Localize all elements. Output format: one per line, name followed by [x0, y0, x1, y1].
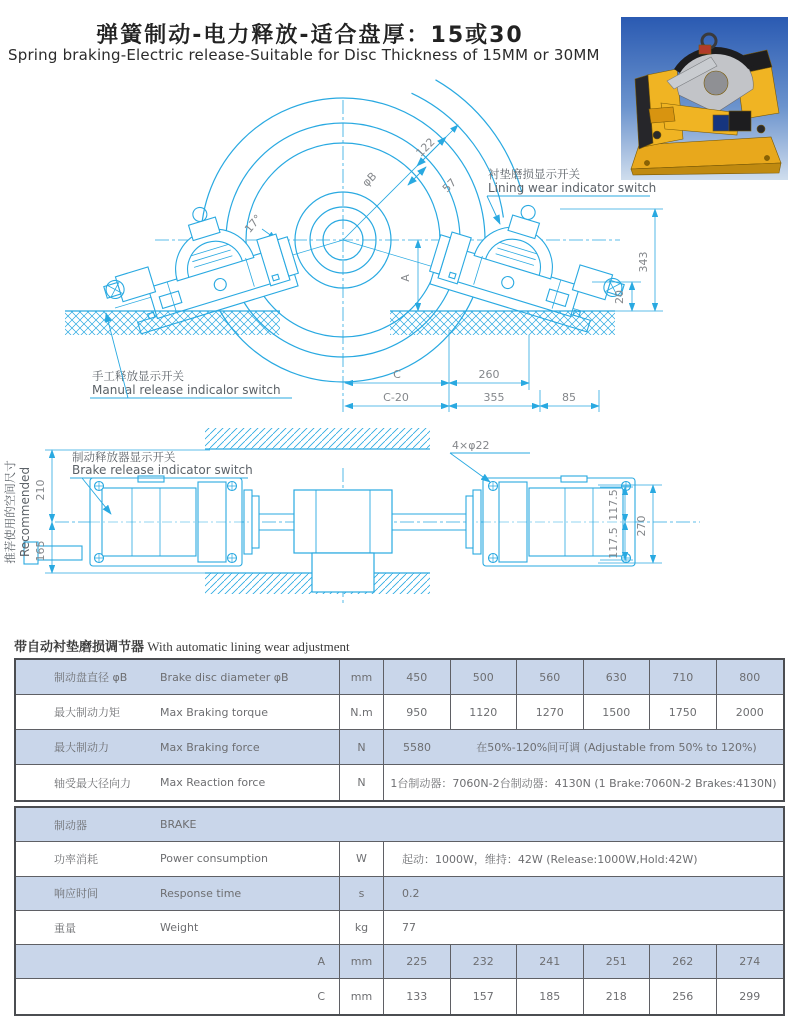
spec-value: 710 [650, 660, 717, 695]
dim-C-20: C-20 [383, 391, 409, 404]
dim-value: 225 [384, 945, 451, 979]
brake-table [14, 806, 785, 1016]
spec-value: 630 [584, 660, 651, 695]
spec-unit: N [340, 765, 384, 800]
dim-260: 260 [478, 368, 500, 381]
radial-dimensions [343, 125, 459, 240]
dim-value: 251 [584, 945, 651, 979]
spec-value: 1120 [451, 695, 518, 730]
brake-unit: W [340, 842, 384, 876]
label-zh: 重量 [54, 921, 76, 935]
dim-value: 241 [517, 945, 584, 979]
label-zh: 最大制动力矩 [54, 706, 120, 719]
dim-122: 122 [413, 135, 438, 160]
dim-value: 218 [584, 979, 651, 1013]
dim-270: 270 [635, 515, 648, 537]
dim-value: 232 [451, 945, 518, 979]
recommended-label-en: Recommended [18, 466, 32, 558]
dim-unit: mm [340, 945, 384, 979]
dim-165: 165 [34, 540, 47, 562]
lining-wear-label-zh: 衬垫磨损显示开关 [488, 167, 580, 181]
dim-57: 57 [439, 175, 460, 196]
dim-210: 210 [34, 479, 47, 501]
spec-value: 950 [384, 695, 451, 730]
brake-row-label [16, 842, 340, 876]
dim-value: 274 [717, 945, 784, 979]
label-en: Max Braking force [160, 740, 260, 754]
spec-unit: mm [340, 660, 384, 695]
dim-row-label: A [16, 945, 340, 979]
dim-value: 262 [650, 945, 717, 979]
dim-20: 20 [613, 290, 626, 304]
recommended-label-zh: 推荐使用的空间尺寸 [3, 460, 17, 564]
manual-release-label-zh: 手工释放显示开关 [92, 369, 184, 383]
left-brake-top-view [90, 476, 259, 566]
label-en: Response time [160, 886, 242, 900]
brake-row-label [16, 911, 340, 945]
dim-355: 355 [483, 391, 505, 404]
dim-value: 299 [739, 990, 761, 1004]
bolt-holes-callout [450, 439, 530, 482]
spec-table [14, 658, 785, 802]
spec-row-label [16, 730, 340, 765]
lining-wear-label-en: Lining wear indicator switch [488, 181, 657, 195]
spec-value: 2000 [717, 695, 784, 730]
dim-117-lower: 117.5 [607, 527, 620, 559]
brake-table-header [16, 808, 783, 842]
dim-value: 256 [650, 979, 717, 1013]
label-en: Power consumption [160, 852, 268, 866]
dim-A: A [399, 274, 412, 282]
brake-value: 0.2 [384, 877, 783, 911]
label-en: Weight [160, 921, 199, 935]
spec-value: 1270 [517, 695, 584, 730]
spec-unit: N.m [340, 695, 384, 730]
manual-release-label-en: Manual release indicalor switch [92, 383, 281, 397]
spec-value: 5580 [403, 740, 431, 754]
dim-C: C [393, 368, 401, 381]
spec-value-span: 1台制动器：7060N-2台制动器：4130N (1 Brake:7060N-2 Brakes:4130N) [390, 776, 777, 790]
label-zh: 功率消耗 [54, 852, 98, 866]
brake-photo-illustration [621, 17, 788, 180]
dim-85: 85 [562, 391, 576, 404]
dim-unit: mm [340, 979, 384, 1013]
brake-value: 77 [384, 911, 783, 945]
spec-value: 500 [451, 660, 518, 695]
label-zh: 制动器 [54, 818, 87, 832]
brake-value: 起动：1000W，维持：42W (Release:1000W,Hold:42W) [384, 842, 783, 876]
feature-note-en: With automatic lining wear adjustment [147, 639, 350, 654]
product-photo [621, 17, 788, 180]
spec-value: 1750 [650, 695, 717, 730]
page-title-chinese: 弹簧制动-电力释放-适合盘厚：15或30 [96, 23, 524, 48]
feature-note-zh: 带自动衬垫磨损调节器 [14, 639, 145, 654]
dim-row-label: C [16, 979, 340, 1013]
label-zh: 制动盘直径 φB [54, 671, 128, 684]
ground-hatching-top-view [65, 311, 615, 335]
spec-value-note: 在50%-120%间可调 (Adjustable from 50% to 120%) [476, 741, 757, 754]
spec-value: 560 [517, 660, 584, 695]
dim-343: 343 [637, 251, 650, 273]
brake-unit: s [340, 877, 384, 911]
label-zh: 轴受最大径向力 [54, 776, 131, 790]
brake-row-label [16, 877, 340, 911]
spec-row-label [16, 695, 340, 730]
label-en: Max Braking torque [160, 705, 269, 719]
label-en: Brake disc diameter φB [160, 670, 289, 684]
spec-value: 450 [384, 660, 451, 695]
spec-value: 800 [717, 660, 784, 695]
angle-17-label: 17° [242, 212, 265, 236]
phi-b-label: φB [359, 169, 380, 190]
label-zh: 响应时间 [54, 887, 98, 901]
label-en: Max Reaction force [160, 776, 266, 789]
label-en: BRAKE [160, 818, 197, 832]
brake-release-label-en: Brake release indicator switch [72, 463, 253, 477]
brake-unit: kg [340, 911, 384, 945]
dim-value: 133 [384, 979, 451, 1013]
dim-117-upper: 117.5 [607, 489, 620, 521]
spec-row-label [16, 660, 340, 695]
bolt-holes-label: 4×φ22 [452, 439, 490, 452]
spec-unit: N [340, 730, 384, 765]
spec-row-label [16, 765, 340, 800]
feature-note [14, 636, 350, 655]
page-title-english: Spring braking-Electric release-Suitable for Disc Thickness of 15MM or 30MM [8, 46, 600, 64]
label-zh: 最大制动力 [54, 741, 109, 754]
left-brake-release-rod [24, 542, 82, 564]
spec-value-span [384, 730, 783, 765]
dim-value: 157 [451, 979, 518, 1013]
brake-release-label-zh: 制动释放器显示开关 [72, 450, 176, 464]
dim-value: 185 [517, 979, 584, 1013]
spec-value: 1500 [584, 695, 651, 730]
